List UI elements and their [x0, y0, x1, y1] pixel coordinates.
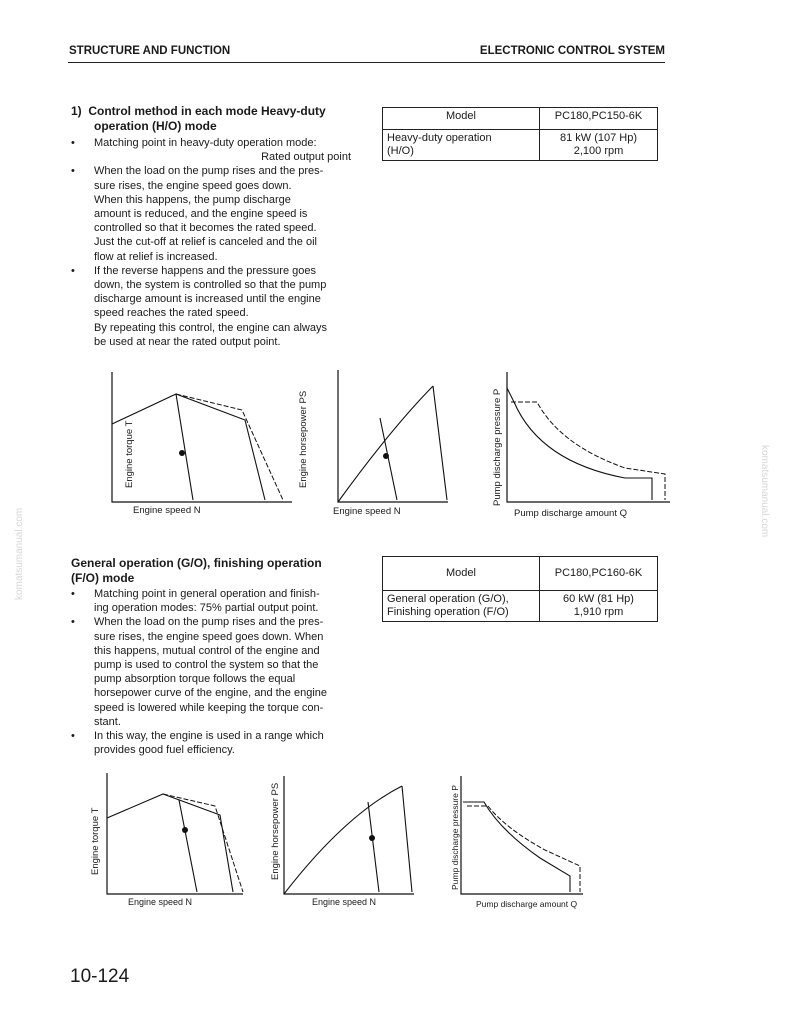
graph1-governor-line — [176, 394, 193, 500]
graph2-governor-line — [380, 418, 397, 500]
section2-bullet-3: • In this way, the engine is used in a range which provides good fuel efficiency. — [71, 730, 324, 757]
table-header-machine: PC180,PC160-6K — [540, 557, 658, 591]
graph6-pq-curve — [463, 802, 570, 892]
graph1-torque — [112, 372, 292, 502]
graph1-xlabel: Engine speed N — [133, 505, 201, 516]
section2-spec-table — [382, 556, 658, 622]
bullet-mark: • — [71, 730, 75, 743]
page-number: 10-124 — [70, 966, 130, 987]
header-left: STRUCTURE AND FUNCTION — [69, 45, 231, 57]
graph1-axes — [112, 372, 292, 502]
bullet-mark: • — [71, 137, 75, 149]
table-cell-value: 60 kW (81 Hp) 1,910 rpm — [540, 591, 658, 622]
graph5-governor-line — [368, 802, 379, 892]
section2-text — [71, 556, 351, 757]
watermark-left: komatsumanual.com — [14, 507, 25, 600]
graph4-matching-point — [182, 827, 188, 833]
table-header-model: Model — [383, 108, 540, 130]
graph4-xlabel: Engine speed N — [128, 897, 193, 907]
graph5-horsepower — [284, 776, 414, 894]
graph3-pump — [507, 372, 670, 502]
graph6-pq-dashed-curve — [467, 806, 580, 892]
table-header-machine: PC180,PC150-6K — [540, 108, 658, 130]
table-cell-mode: General operation (G/O), Finishing operation (F/O) — [383, 591, 540, 622]
graph5-matching-point — [369, 835, 375, 841]
graph5-ylabel: Engine horsepower PS — [270, 782, 281, 880]
graph6-axes — [461, 776, 583, 894]
section2-title: General operation (G/O), finishing operation (F/O) mode — [71, 556, 322, 585]
graph3-pq-curve — [507, 388, 652, 500]
graph5-axes — [284, 776, 414, 894]
graph5-hp-drop — [402, 786, 412, 892]
graph1-ylabel: Engine torque T — [124, 420, 135, 488]
graph4-torque-curve — [107, 794, 233, 892]
graph2-xlabel: Engine speed N — [333, 506, 401, 517]
graph5-hp-curve — [284, 786, 402, 894]
graph3-xlabel: Pump discharge amount Q — [514, 508, 628, 519]
graph6-ylabel: Pump discharge pressure P — [450, 785, 460, 890]
graph4-ylabel: Engine torque T — [90, 807, 101, 875]
graph2-horsepower — [338, 370, 448, 502]
graph4-torque — [107, 773, 243, 894]
table-cell-value: 81 kW (107 Hp) 2,100 rpm — [540, 130, 658, 161]
graph2-hp-drop — [433, 386, 447, 500]
header-right: ELECTRONIC CONTROL SYSTEM — [479, 45, 665, 57]
table-cell-mode: Heavy-duty operation (H/O) — [383, 130, 540, 161]
graph2-matching-point — [383, 453, 389, 459]
bullet-mark: • — [71, 264, 75, 277]
table-header-model: Model — [383, 557, 540, 591]
graph1-matching-point — [179, 450, 185, 456]
graph4-governor-line — [179, 800, 197, 892]
graph6-pump — [461, 776, 583, 894]
bullet-mark: • — [71, 616, 75, 629]
section1-bullet-2: • When the load on the pump rises and the pres- sure rises, the engine speed goes down. When this happens, the pump discharge amount is reduced, and the engine speed is controlled so that it becomes the rated speed. Just the cut-off at relief is canceled and the oil flow at relief is increased. — [71, 165, 324, 263]
section2-bullet-2: • When the load on the pump rises and the pres- sure rises, the engine speed goes down. When this happens, mutual control of the engine and pump is used to control the system so that the pump absorption torque follows the equal horsepower curve of the engine, and the engine speed is lowered while keeping the torque con- stant. — [71, 616, 327, 728]
table-header-row — [383, 557, 658, 591]
watermark-right: komatsumanual.com — [759, 445, 770, 538]
table-row — [383, 591, 658, 622]
graph3-pq-dashed-curve — [511, 402, 665, 500]
section1-bullet-3: • If the reverse happens and the pressure goes down, the system is controlled so that the pump discharge amount is increased until the engine speed reaches the rated speed. By repeating this control, the engine can always be used at near the rated output point. — [71, 264, 327, 348]
graph5-xlabel: Engine speed N — [312, 897, 377, 907]
graph2-ylabel: Engine horsepower PS — [298, 390, 309, 488]
graph3-axes — [507, 372, 670, 502]
section2-bullet-1: • Matching point in general operation and finish- ing operation modes: 75% partial output point. — [71, 588, 320, 615]
graph6-xlabel: Pump discharge amount Q — [476, 899, 578, 909]
section1-bullet-1: • Matching point in heavy-duty operation mode: Rated output point — [71, 137, 351, 164]
graph3-ylabel: Pump discharge pressure P — [492, 388, 503, 506]
section1-title: 1) Control method in each mode Heavy-duty operation (H/O) mode — [71, 104, 326, 133]
bullet-mark: • — [71, 588, 75, 600]
bullet-mark: • — [71, 165, 75, 178]
graph1-torque-dashed-curve — [176, 394, 283, 500]
